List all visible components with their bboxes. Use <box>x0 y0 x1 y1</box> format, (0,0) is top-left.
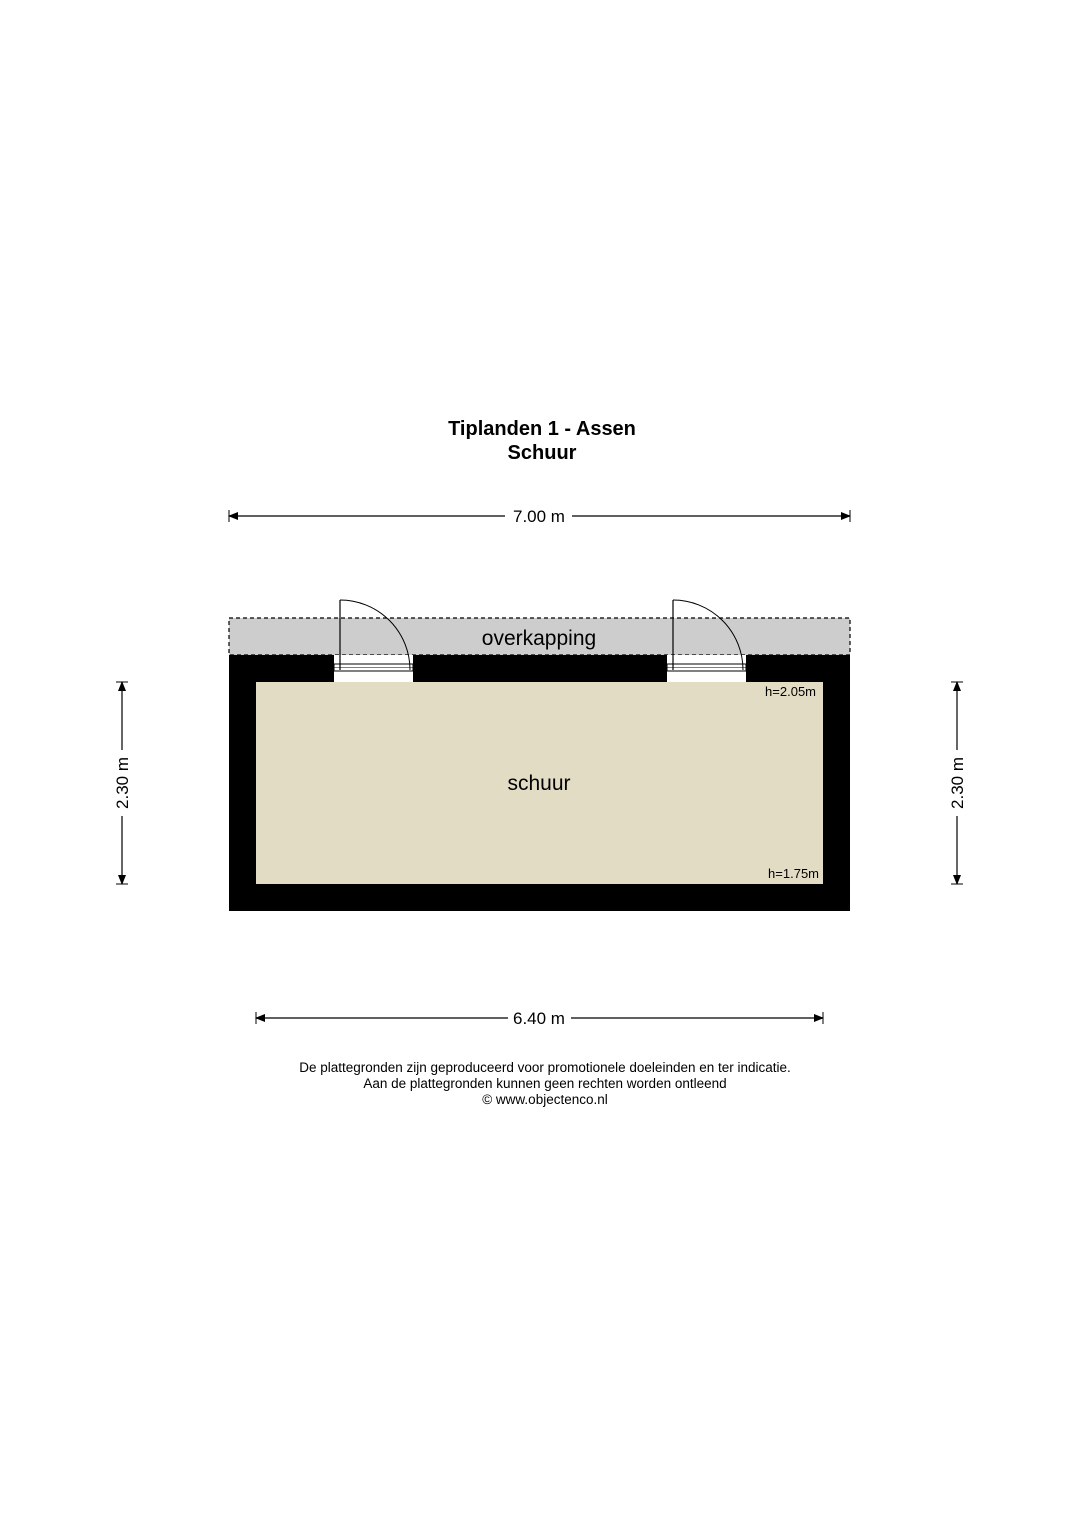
disclaimer-line-3: © www.objectenco.nl <box>482 1092 608 1107</box>
disclaimer-line-2: Aan de plattegronden kunnen geen rechten worden ontleend <box>363 1076 727 1091</box>
plan-title: Tiplanden 1 - Assen <box>448 418 636 440</box>
dimension-bottom-label: 6.40 m <box>513 1009 565 1028</box>
height-note-high: h=2.05m <box>765 684 816 699</box>
shed-room-label: schuur <box>507 772 571 795</box>
canopy-label: overkapping <box>481 627 597 650</box>
height-note-low: h=1.75m <box>768 866 819 881</box>
dimension-left <box>113 682 132 884</box>
dimension-bottom <box>256 1009 823 1028</box>
dimension-top <box>229 507 850 526</box>
plan-subtitle: Schuur <box>507 442 577 464</box>
dimension-right <box>948 682 967 884</box>
disclaimer-line-1: De plattegronden zijn geproduceerd voor promotionele doeleinden en ter indicatie. <box>299 1060 791 1075</box>
dimension-left-label: 2.30 m <box>113 757 132 809</box>
dimension-right-label: 2.30 m <box>948 757 967 809</box>
dimension-top-label: 7.00 m <box>513 507 565 526</box>
